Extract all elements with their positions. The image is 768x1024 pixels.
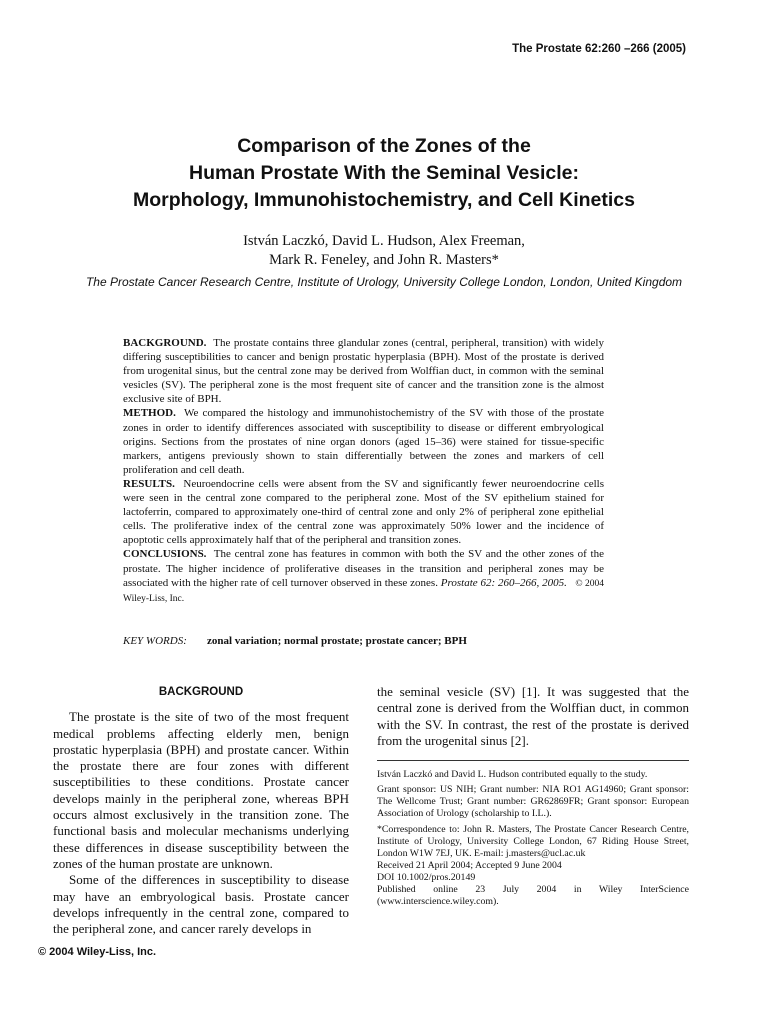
abstract-background [123,336,604,406]
footnote-doi: DOI 10.1002/pros.20149 [377,871,476,883]
abstract-results-head: RESULTS. [123,477,175,490]
keywords-text: zonal variation; normal prostate; prostate cancer; BPH [207,635,467,647]
author-line: István Laczkó, David L. Hudson, Alex Freeman, [243,233,525,249]
abstract-method-head: METHOD. [123,407,176,420]
abstract-conclusions [123,547,604,605]
affiliation: The Prostate Cancer Research Centre, Institute of Urology, University College London, London, United Kingdom [85,275,683,289]
footnotes [377,769,689,908]
journal-reference: The Prostate 62:260 –266 (2005) [512,43,686,55]
abstract-results-text: Neuroendocrine cells were absent from the SV and significantly fewer neuroendocrine cells were seen in the central zone compared to the peripheral zone. Most of the SV epithelium stained for lactoferrin, compared to approximately one-third of central zone and only 2% of peripheral zone epithelial cells. The proliferative index of the central zone was approximately 50% lower and the incidence of apoptotic cells approximately half that of the peripheral and transition zones. [123,477,605,547]
section-heading: BACKGROUND [158,686,244,698]
body-column-right [377,684,689,908]
footnote-divider [377,760,689,761]
keywords [123,635,467,647]
body-paragraph: Some of the differences in susceptibility to disease may have an embryological basis. Prostate cancer develops infrequently in the central zone, compared to the peripheral zone, and cancer rarely develops in [53,872,349,937]
author-line: Mark R. Feneley, and John R. Masters* [269,252,499,268]
keywords-label: KEY WORDS: [123,635,187,647]
body-paragraph: The prostate is the site of two of the most frequent medical problems affecting elderly men, benign prostatic hyperplasia (BPH) and prostate cancer. Within the prostate there are four zones with different susceptibilities to these conditions. Prostate cancer develops mainly in the peripheral zone, whereas BPH occurs almost exclusively in the transition zone. The functional basis and molecular mechanisms underlying these differences in disease susceptibility between the zones of the human prostate are unknown. [53,709,349,871]
abstract-background-text: The prostate contains three glandular zones (central, peripheral, transition) with widely differing susceptibilities to cancer and benign prostatic hyperplasia (BPH). Most of the prostate is derived from urogenital sinus, but the central zone may be derived from Wolffian duct, in common with the seminal vesicles (SV). The peripheral zone is the most frequent site of cancer and the transition zone is the almost exclusive site of BPH. [123,337,604,406]
abstract-background-head: BACKGROUND. [123,337,207,349]
footnote-equal-contribution: István Laczkó and David L. Hudson contributed equally to the study. [377,769,648,781]
title-line: Comparison of the Zones of the [237,135,531,157]
body-column-left [53,684,349,937]
footnote-received: Received 21 April 2004; Accepted 9 June 2004 [377,859,562,871]
footnote-correspondence: *Correspondence to: John R. Masters, The Prostate Cancer Research Centre, Institute of Urology, University College London, 67 Riding House Street, London W1W 7EJ, UK. E-mail: j.masters@ucl.ac.uk [377,823,689,859]
author-list [40,232,728,270]
body-paragraph: the seminal vesicle (SV) [1]. It was suggested that the central zone is derived from the Wolffian duct, in common with the SV. In contrast, the rest of the prostate is derived from the urogenital sinus [2]. [377,684,689,748]
abstract [123,336,604,606]
abstract-citation: Prostate 62: 260–266, 2005. [440,576,567,589]
footer-copyright: © 2004 Wiley-Liss, Inc. [38,946,157,958]
title-line: Human Prostate With the Seminal Vesicle: [189,162,579,184]
article-title [40,133,728,214]
abstract-conclusions-text: The central zone has features in common with both the SV and the other zones of the prostate. The higher incidence of proliferative diseases in the transition and peripheral zones may be associated with the higher rate of cell turnover observed in these zones. [123,548,604,589]
abstract-method [123,406,604,476]
abstract-copyright: © 2004 Wiley-Liss, Inc. [123,578,605,604]
abstract-method-text: We compared the histology and immunohistochemistry of the SV with those of the prostate zones in order to identify differences associated with susceptibility to disease or different embryological origins. Sections from the prostates of nine organ donors (aged 15–36) were stained for tissue-specific markers, antigens previously shown to stain differentially between the zones and markers of cell proliferation and cell death. [123,407,604,476]
abstract-conclusions-head: CONCLUSIONS. [123,548,207,561]
footnote-published: Published online 23 July 2004 in Wiley InterScience (www.interscience.wiley.com). [377,884,689,908]
footnote-grants: Grant sponsor: US NIH; Grant number: NIA RO1 AG14960; Grant sponsor: The Wellcome Trust; Grant number: GR62869FR; Grant sponsor: European Association of Urology (scholarship to I.L.). [377,784,689,820]
title-line: Morphology, Immunohistochemistry, and Cell Kinetics [132,189,635,211]
abstract-results [123,477,604,547]
